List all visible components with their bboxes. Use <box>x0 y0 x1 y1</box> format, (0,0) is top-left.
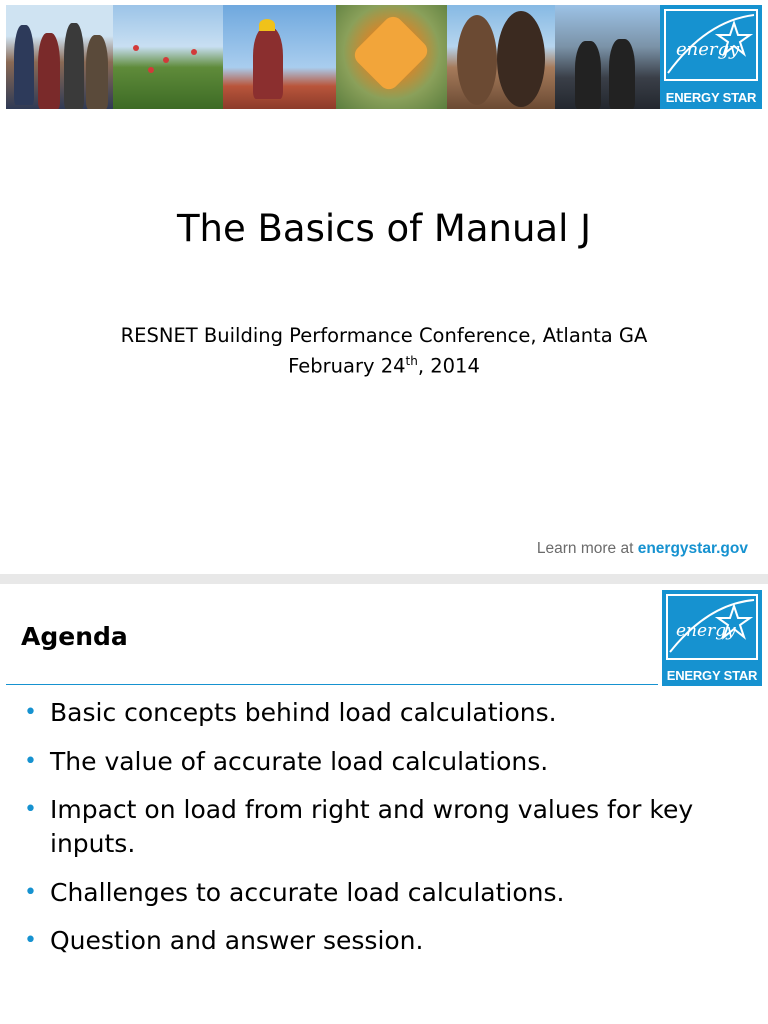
learn-more-prefix: Learn more at <box>536 540 638 557</box>
energy-star-icon <box>666 11 756 79</box>
date-line <box>0 354 768 378</box>
svg-text:energy: energy <box>676 621 736 641</box>
conference-line: RESNET Building Performance Conference, Atlanta GA <box>120 324 648 347</box>
energystar-link[interactable]: energystar.gov <box>637 540 748 557</box>
photo-businessmen <box>555 5 660 109</box>
learn-more-text <box>537 540 748 558</box>
slide-separator <box>0 574 768 584</box>
energy-star-logo <box>660 5 762 109</box>
list-item: • The value of accurate load calculations. <box>20 745 740 779</box>
list-item: • Question and answer session. <box>20 924 740 958</box>
date-year: , 2014 <box>417 354 480 378</box>
energy-star-label: ENERGY STAR <box>665 90 757 105</box>
bullet-icon: • <box>24 879 37 905</box>
energy-star-label: ENERGY STAR <box>666 668 758 683</box>
bullet-icon: • <box>24 797 37 822</box>
energy-star-icon <box>668 596 756 658</box>
date-suffix: th <box>405 354 418 368</box>
agenda-heading: Agenda <box>21 622 128 651</box>
list-item: • Basic concepts behind load calculations. <box>20 696 740 730</box>
agenda-slide <box>0 584 768 1024</box>
photo-roofer <box>223 5 336 109</box>
photo-group-people <box>6 5 113 109</box>
list-item: • Impact on load from right and wrong values for key inputs. <box>24 795 694 858</box>
heading-rule <box>6 684 658 685</box>
energy-star-logo-small <box>662 590 762 686</box>
photo-autumn-leaf <box>336 5 447 109</box>
photo-banner <box>6 5 762 109</box>
list-item: • Challenges to accurate load calculations. <box>20 876 740 910</box>
bullet-icon: • <box>24 928 37 953</box>
svg-text:energy: energy <box>676 39 740 60</box>
photo-mother-child <box>447 5 555 109</box>
bullet-icon: • <box>24 748 37 774</box>
slide-title: The Basics of Manual J <box>176 207 592 250</box>
bullet-icon: • <box>24 700 37 725</box>
date-main: February 24 <box>288 354 406 378</box>
agenda-list <box>20 696 740 973</box>
photo-wildflowers <box>113 5 223 109</box>
